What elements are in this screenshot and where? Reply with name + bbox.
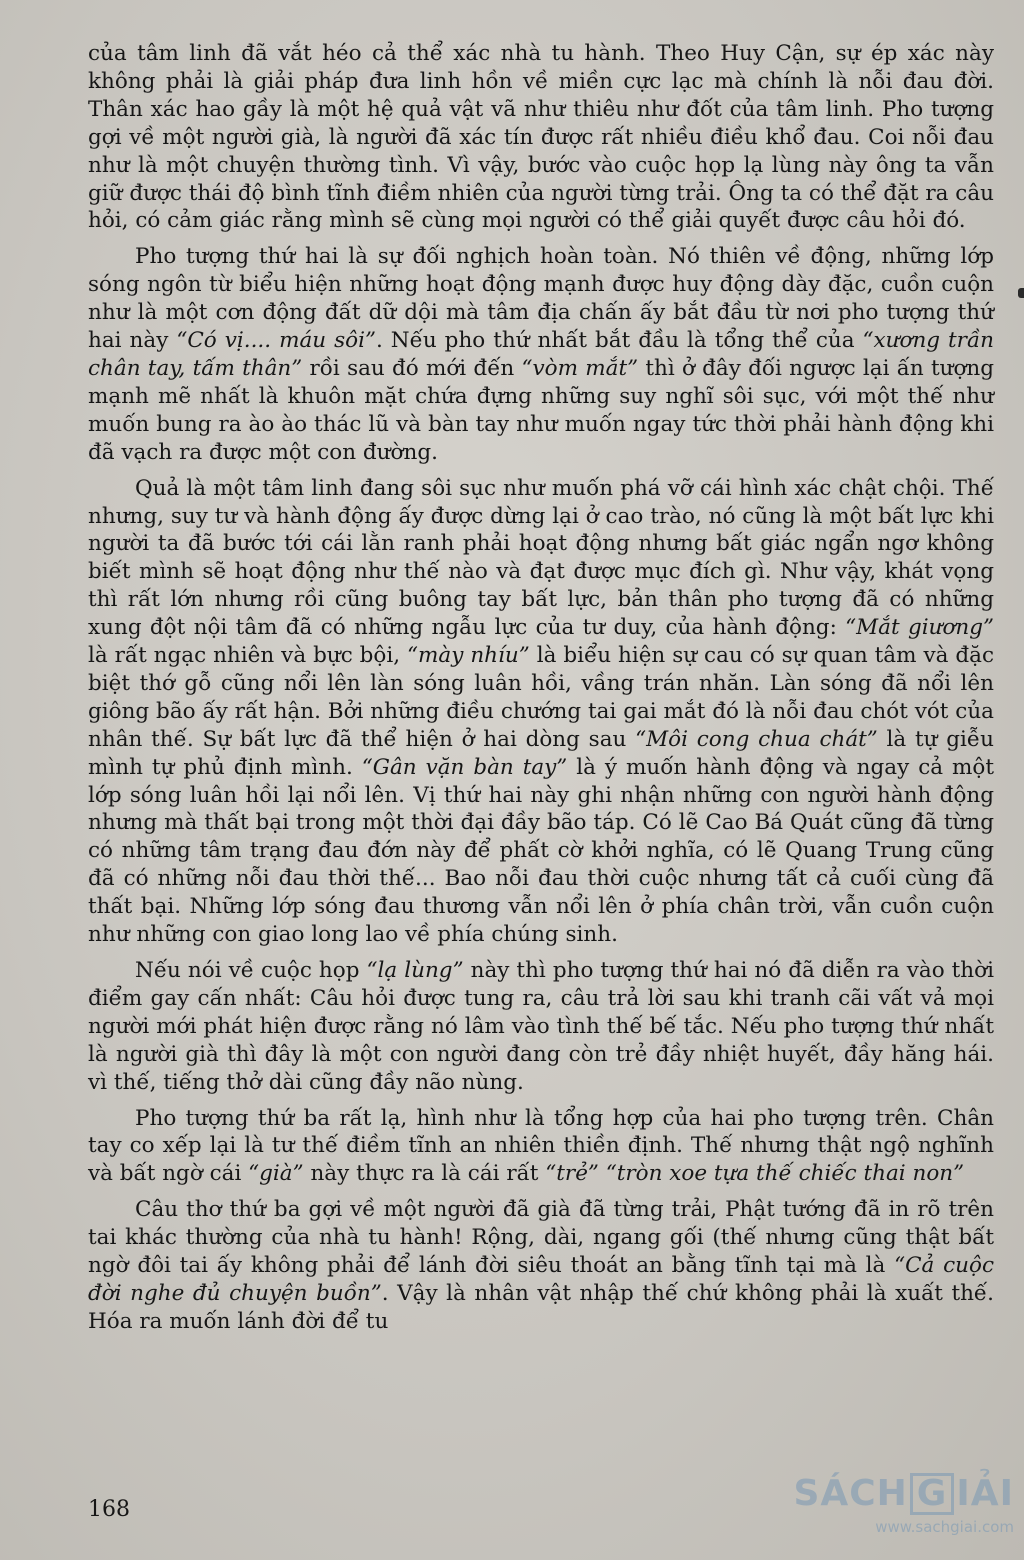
paragraph [88,40,994,235]
text-run: là rất ngạc nhiên và bực bội, [88,643,408,669]
text-run: Nếu nói về cuộc họp [135,958,367,983]
text-run: . Vậy là nhân vật nhập thế chứ không phải là xuất thế. Hóa ra muốn lánh đời để tu [88,1280,994,1334]
quoted-phrase: “vòm mắt” [521,355,639,381]
quoted-phrase: “xương trần chân tay, tấm thân” [88,328,994,381]
text-run: Câu thơ thứ ba gợi về một người đã già đã từng trải, Phật tướng đã in rõ trên tai khác thường của nhà tu hành! Rộng, dài, ngang gối (thế nhưng cũng thật bất ngờ đôi tai ấy không phải để lánh đời siêu thoát an bằng tĩnh tại mà là [88,1197,994,1279]
quoted-phrase: “mày nhíu” [407,643,530,669]
text-run: . Nếu pho thứ nhất bắt đầu là tổng thể của [375,328,863,354]
watermark-brand [793,1472,1014,1516]
quoted-phrase: “Cả cuộc đời nghe đủ chuyện buồn” [88,1253,995,1306]
quoted-phrase: “Gân vặn bàn tay” [361,754,568,780]
text-run: là ý muốn hành động và ngay cả một lớp sóng luân hồi lại nổi lên. Vị thứ hai này ghi nhận những con người hành động nhưng mà thất bại trong một thời đại đầy bão táp. Có lẽ Cao Bá Quát cũng đã từng có những tâm trạng đau đớn này để phất cờ khởi nghĩa, có lẽ Quang Trung cũng đã có những nỗi đau thời thế... Bao nỗi đau thời cuộc nhưng tất cả cuối cùng đã thất bại. Những lớp sóng đau thương vẫn nổi lên ở phía chân trời, vẫn cuồn cuộn như những con giao long lao về phía chúng sinh. [88,754,994,948]
page-edge-mark [1018,288,1024,298]
quoted-phrase: “già” [248,1161,304,1187]
text-run: này thực ra là cái rất [303,1161,546,1187]
watermark-brand-box: G [910,1473,955,1515]
text-run: của tâm linh đã vắt héo cả thể xác nhà tu hành. Theo Huy Cận, sự ép xác này không phải là giải pháp đưa linh hồn về miền cực lạc mà chính là nỗi đau đời. Thân xác hao gầy là một hệ quả vật vã như thiêu như đốt của tâm linh. Pho tượng gợi về một người già, là người đã xác tín được rất nhiều điều khổ đau. Coi nỗi đau như là một chuyện thường tình. Vì vậy, bước vào cuộc họp lạ lùng này ông ta vẫn giữ được thái độ bình tĩnh điềm nhiên của người từng trải. Ông ta có thể đặt ra câu hỏi, có cảm giác rằng mình sẽ cùng mọi người có thể giải quyết được câu hỏi đó. [88,41,994,234]
text-run: là tự giễu mình tự phủ định mình. [88,726,994,780]
page-number: 168 [88,1497,130,1522]
watermark-url: www.sachgiai.com [875,1518,1014,1536]
watermark-brand-suffix: IẢI [956,1473,1014,1514]
text-run: rồi sau đó mới đến [302,355,522,381]
text-run: Pho tượng thứ hai là sự đối nghịch hoàn toàn. Nó thiên về động, những lớp sóng ngôn từ biểu hiện những hoạt động mạnh được huy động dày đặc, cuồn cuộn như là một cơn động đất dữ dội mà tâm địa chấn ấy bắt đầu từ nơi pho tượng thứ hai này [88,244,994,354]
text-run: là biểu hiện sự cau có sự quan tâm và đặc biệt thớ gỗ cũng nổi lên làn sóng luân hồi, vầng trán nhăn. Làn sóng đã nổi lên giông bão ấy rất hận. Bởi những điều chướng tai gai mắt đó là nỗi đau chót vót của nhân thế. Sự bất lực đã thể hiện ở hai dòng sau [88,643,994,752]
paragraph [88,475,994,949]
text-run: thì ở đây đối ngược lại ấn tượng mạnh mẽ nhất là khuôn mặt chứa đựng những suy nghĩ sôi sục, với một thế như muốn bung ra ào ào thác lũ và bàn tay như muốn ngay tức thời phải hành động khi đã vạch ra được một con đường. [88,355,995,465]
text-run: Pho tượng thứ ba rất lạ, hình như là tổng hợp của hai pho tượng trên. Chân tay co xếp lại là tư thế điềm tĩnh an nhiên thiền định. Thế nhưng thật ngộ nghĩnh và bất ngờ cái [88,1105,994,1187]
quoted-phrase: “Môi cong chua chát” [635,726,878,752]
text-run: này thì pho tượng thứ hai nó đã diễn ra vào thời điểm gay cấn nhất: Câu hỏi được tung ra, câu trả lời sau khi tranh cãi vất vả mọi người mới phát hiện được rằng nó lâm vào tình thế bế tắc. Nếu pho tượng thứ nhất là người già thì đây là một con người đang còn trẻ đầy nhiệt huyết, đầy hăng hái. vì thế, tiếng thở dài cũng đầy não nùng. [88,958,994,1095]
quoted-phrase: “Có vị.... máu sôi” [176,328,376,354]
quoted-phrase: “trẻ” “tròn xoe tựa thế chiếc thai non” [545,1161,965,1187]
paragraph [88,1196,994,1336]
paragraph [88,1105,994,1189]
text-run: Quả là một tâm linh đang sôi sục như muốn phá vỡ cái hình xác chật chội. Thế nhưng, suy tư và hành động ấy được dừng lại ở cao trào, nó cũng là một bất lực khi người ta đã bước tới cái lằn ranh phải hoạt động nhưng bất giác ngẩn ngơ không biết mình sẽ hoạt động như thế nào và đạt được mục đích gì. Như vậy, khát vọng thì rất lớn nhưng rồi cũng buông tay bất lực, bản thân pho tượng đã có những xung đột nội tâm đã có những ngẫu lực của tư duy, của hành động: [88,475,994,641]
quoted-phrase: “lạ lùng” [366,958,464,983]
quoted-phrase: “Mắt giương” [845,615,994,641]
watermark-logo [793,1472,1014,1536]
paragraph [88,243,994,466]
body-text [88,40,994,1344]
paragraph [88,957,994,1097]
watermark-brand-prefix: SÁCH [793,1473,908,1514]
